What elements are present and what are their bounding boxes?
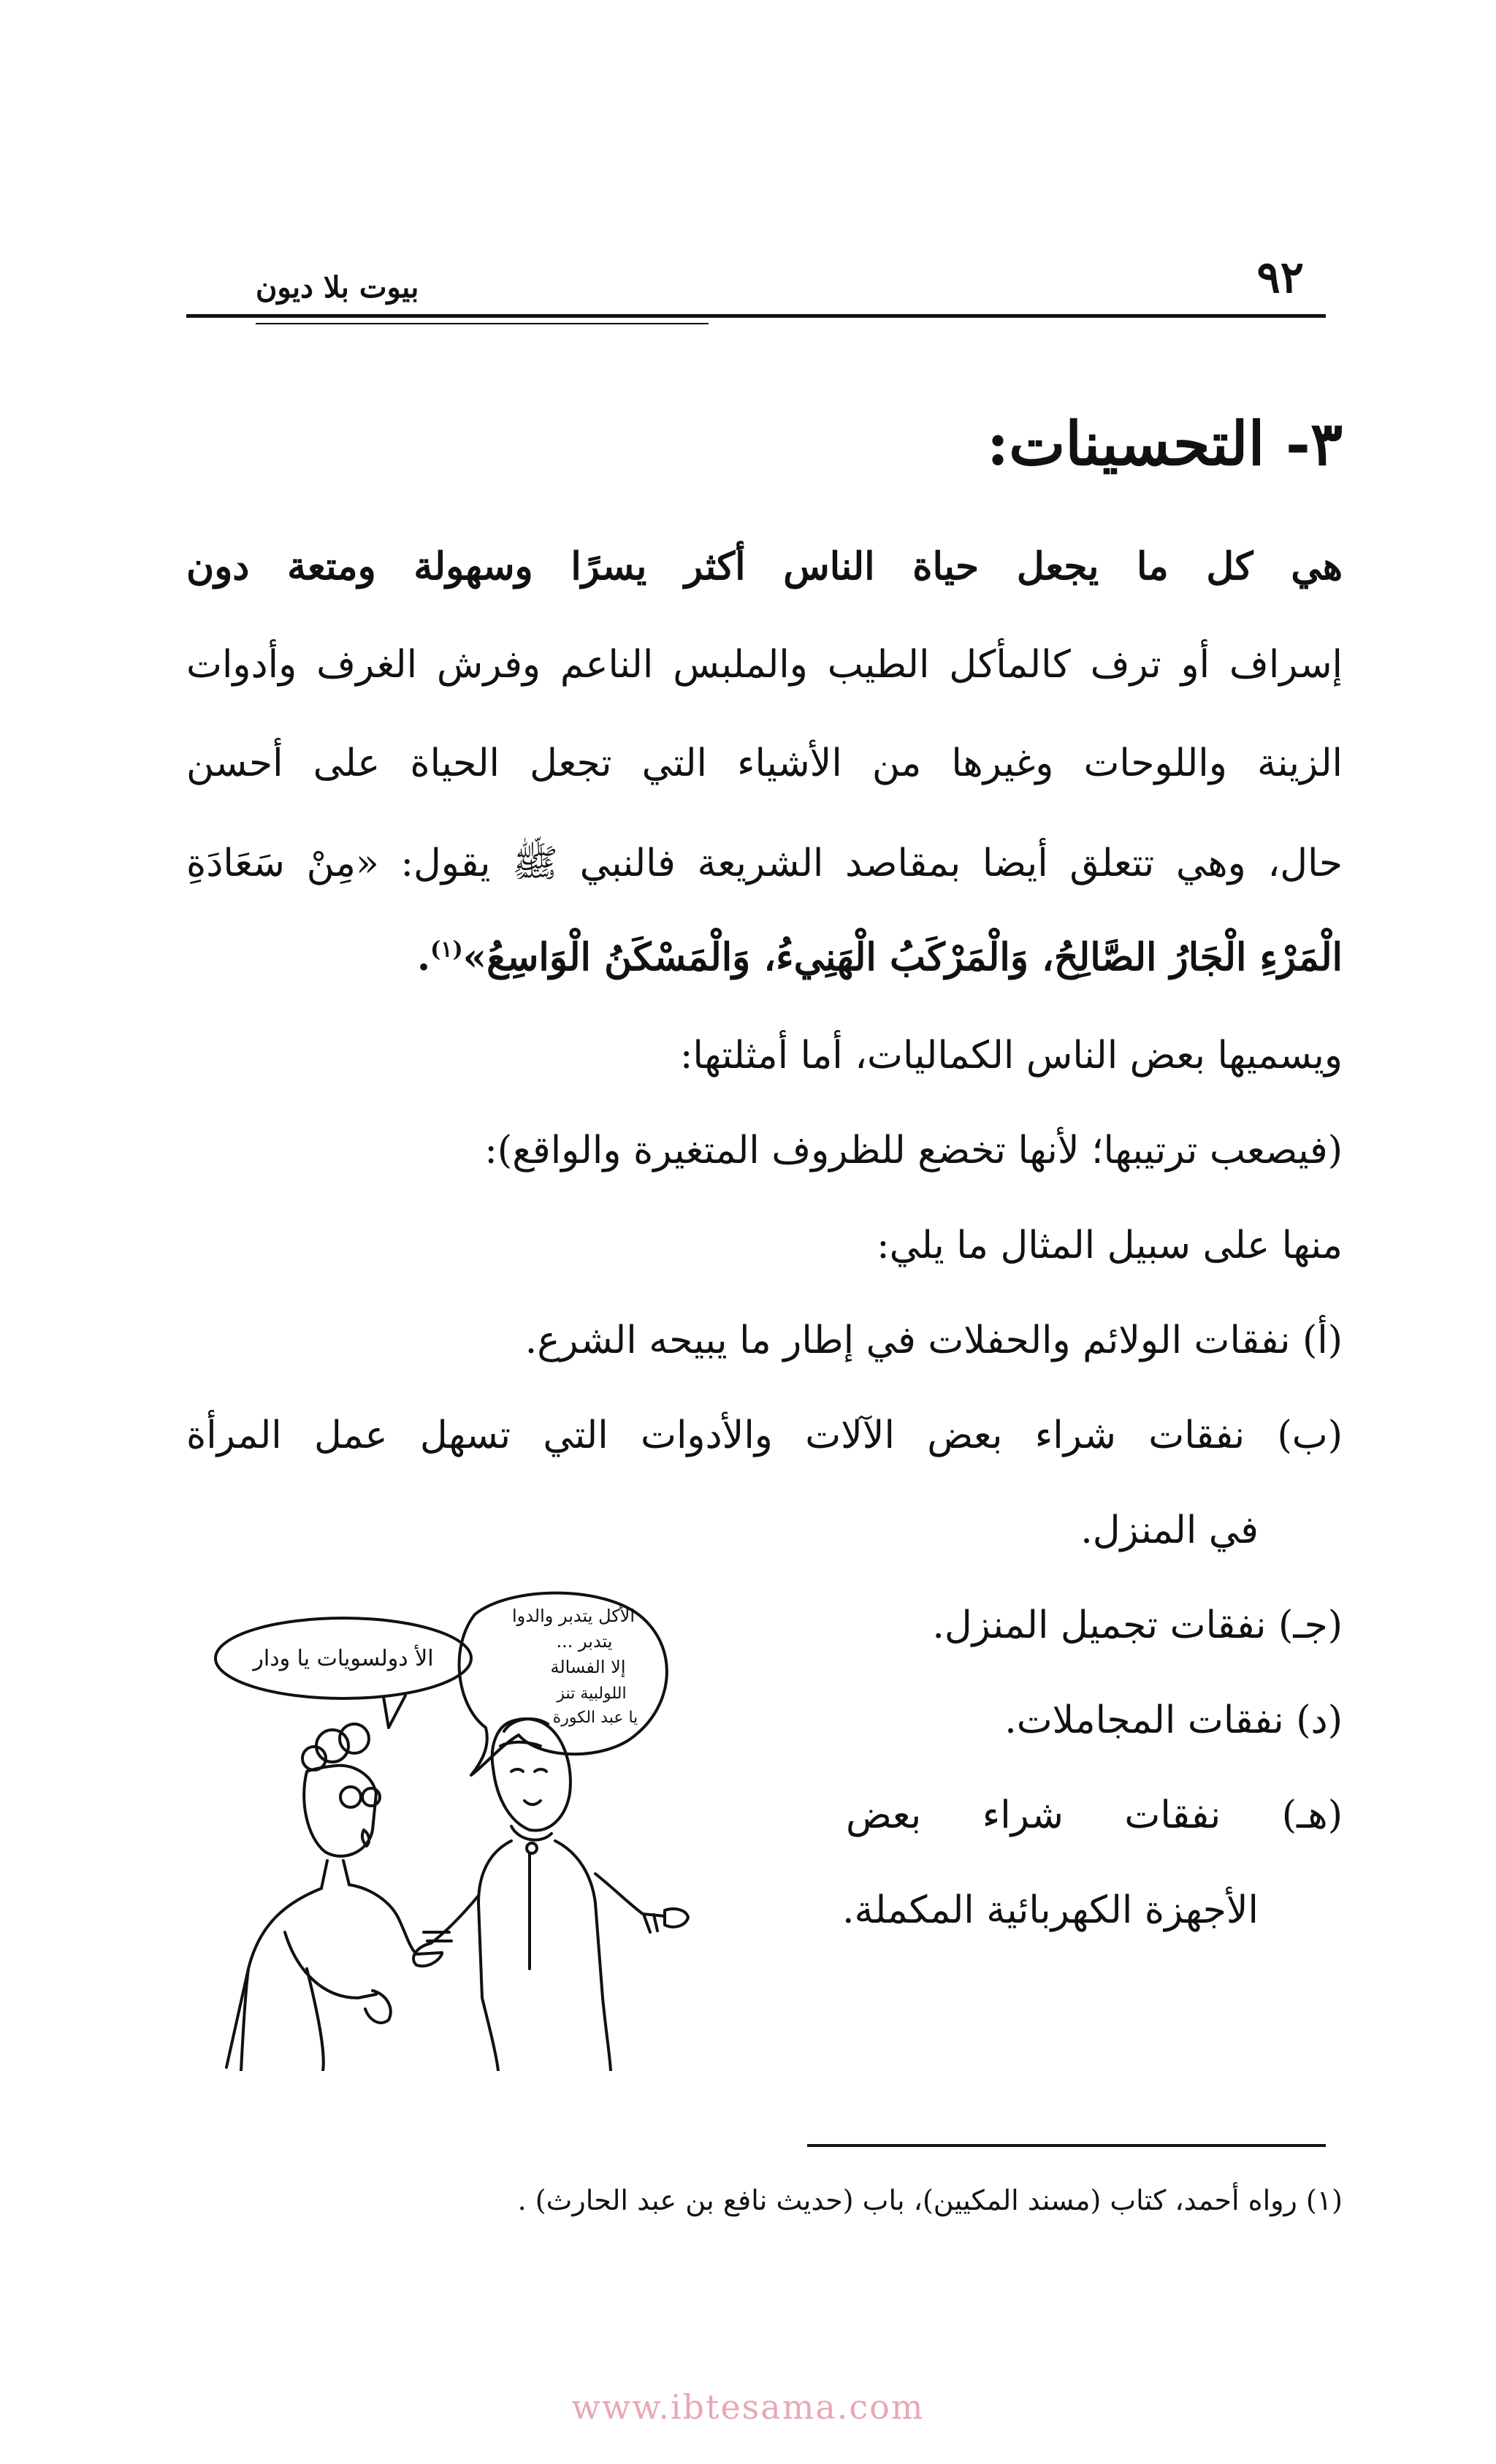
right-bubble-line: الأكل يتدبر والدوا	[511, 1606, 636, 1626]
paragraph-line: هي كل ما يجعل حياة الناس أكثر يسرًا وسهولة ومتعة دون	[186, 544, 1343, 589]
footnote-marker: (١)	[430, 937, 463, 963]
paragraph-line: إسراف أو ترف كالمأكل الطيب والملبس الناعم وفرش الغرف وأدوات	[186, 643, 1343, 687]
header-rule	[186, 314, 1326, 318]
woman-left-figure	[226, 1724, 451, 2071]
examples-intro: منها على سبيل المثال ما يلي:	[877, 1224, 1343, 1267]
naming-line: ويسميها بعض الناس الكماليات، أما أمثلتها:	[679, 1034, 1343, 1077]
list-item-c: (جـ) نفقات تجميل المنزل.	[932, 1603, 1343, 1647]
page-number: ٩٢	[1256, 252, 1304, 303]
book-title: بيوت بلا ديون	[256, 270, 419, 305]
list-item-e-cont: الأجهزة الكهربائية المكملة.	[842, 1888, 1259, 1932]
right-bubble-line: اللولبية تنز	[557, 1685, 627, 1703]
section-heading: ٣- التحسينات:	[986, 409, 1343, 479]
cartoon-illustration	[197, 1589, 738, 2071]
list-item-b-cont: في المنزل.	[1080, 1508, 1259, 1552]
paragraph-line: الزينة واللوحات وغيرها من الأشياء التي تجعل الحياة على أحسن	[186, 741, 1343, 785]
left-bubble-text: الأ دولسويات يا ودار	[253, 1646, 434, 1671]
header-underline	[256, 323, 709, 324]
footnote: (١) رواه أحمد، كتاب (مسند المكيين)، باب (حديث نافع بن عبد الحارث) .	[517, 2184, 1343, 2216]
hadith-line	[417, 935, 1343, 980]
right-bubble-line: يتدبر ...	[556, 1631, 613, 1652]
hadith-end: .	[417, 935, 431, 980]
note-line: (فيصعب ترتيبها؛ لأنها تخضع للظروف المتغيرة والواقع):	[484, 1129, 1343, 1172]
hadith-text: الْمَرْءِ الْجَارُ الصَّالِحُ، وَالْمَرْكَبُ الْهَنِيءُ، وَالْمَسْكَنُ الْوَاسِعُ»	[462, 935, 1343, 980]
list-item-e: (هـ) نفقات شراء بعض	[846, 1793, 1343, 1837]
woman-right-figure	[413, 1719, 688, 2071]
list-item-b: (ب) نفقات شراء بعض الآلات والأدوات التي تسهل عمل المرأة	[186, 1414, 1343, 1457]
list-item-d: (د) نفقات المجاملات.	[1004, 1698, 1343, 1742]
paragraph-line: حال، وهي تتعلق أيضا بمقاصد الشريعة فالنبي ﷺ يقول: «مِنْ سَعَادَةِ	[186, 842, 1343, 885]
right-bubble-line: إلا الفسالة	[550, 1657, 626, 1677]
running-header	[186, 252, 1326, 318]
watermark: www.ibtesama.com	[571, 2387, 925, 2427]
right-bubble-line: يا عبد الكورة	[552, 1709, 638, 1727]
list-item-a: (أ) نفقات الولائم والحفلات في إطار ما يبيحه الشرع.	[524, 1319, 1343, 1362]
footnote-separator	[807, 2144, 1326, 2147]
